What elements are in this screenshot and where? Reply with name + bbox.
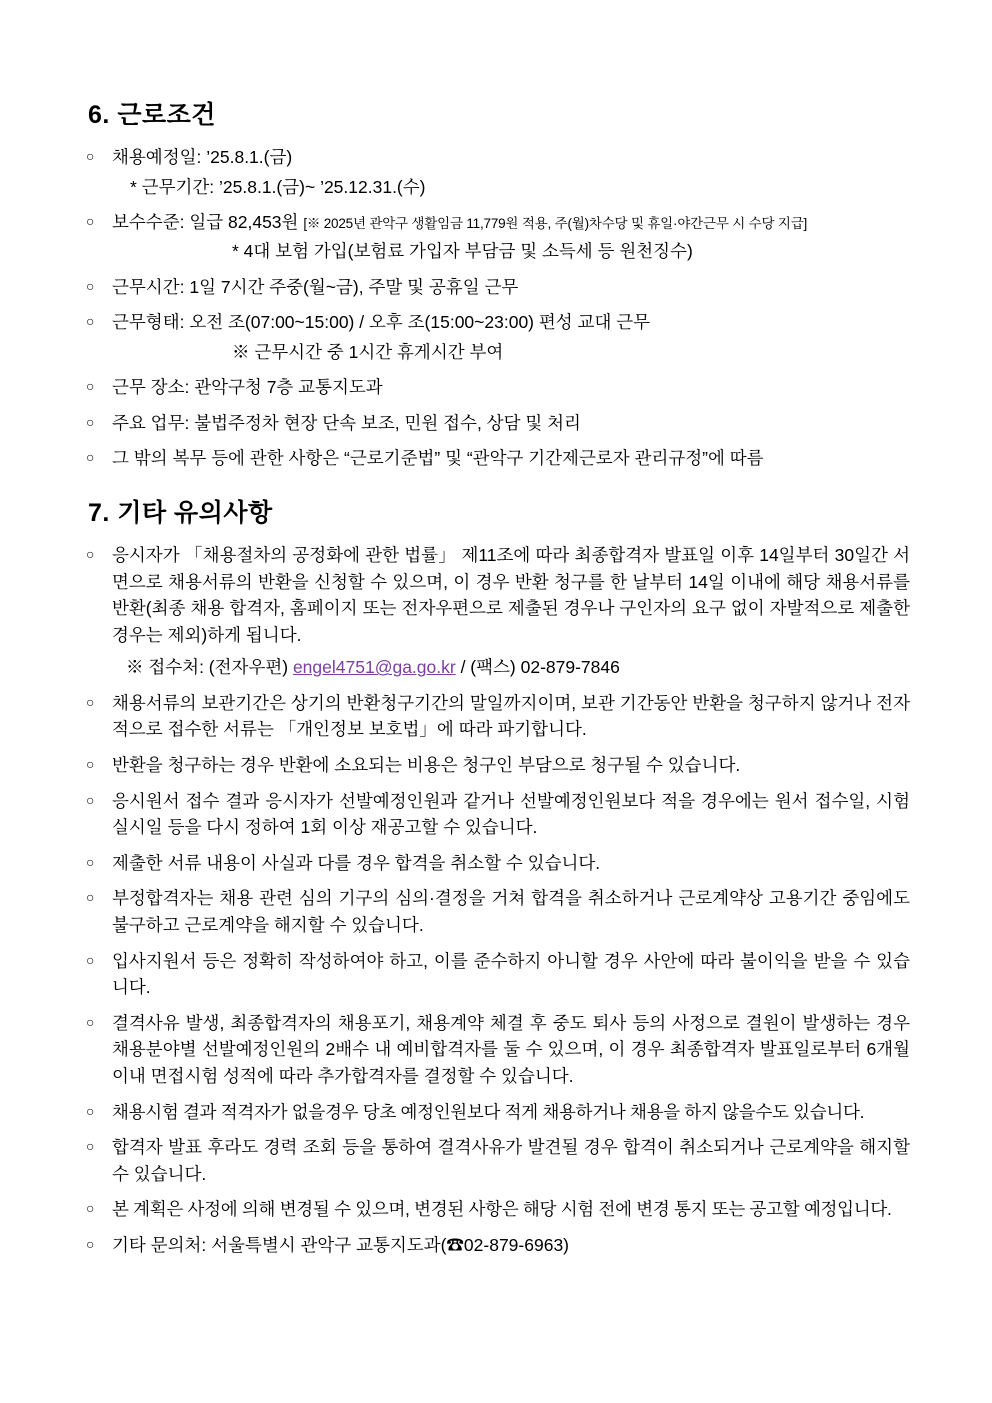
item-text: 응시자가 「채용절차의 공정화에 관한 법률」 제11조에 따라 최종합격자 발표일 이후 14일부터 30일간 서면으로 채용서류의 반환을 신청할 수 있으며, 이 경우 반환 청구를 한 날부터 14일 이내에 해당 채용서류를 반환(최종 채용 합격자, 홈페이지 또는 전자우편으로 제출된 경우나 구인자의 요구 없이 자발적으로 제출한 경우는 제외)하게 됩니다. [112, 544, 910, 645]
item-text: 근무시간: 1일 7시간 주중(월~금), 주말 및 공휴일 근무 [112, 276, 519, 297]
item-note: [※ 2025년 관악구 생활임금 11,779원 적용, 주(월)차수당 및 휴일·야간근무 시 수당 지급] [303, 215, 808, 231]
list-item [82, 274, 912, 301]
item-subtext: ※ 근무시간 중 1시간 휴게시간 부여 [232, 341, 504, 362]
item-text: 근무 장소: 관악구청 7층 교통지도과 [112, 377, 383, 398]
section-6-title: 6. 근로조건 [88, 101, 216, 129]
list-item [82, 948, 912, 1001]
section-6-heading: 근로조건 [117, 101, 216, 129]
list-item [82, 850, 912, 877]
item-text: 주요 업무: 불법주정차 현장 단속 보조, 민원 접수, 상담 및 처리 [112, 412, 581, 433]
list-item [82, 1099, 912, 1126]
contact-prefix: ※ 접수처: (전자우편) [126, 657, 293, 678]
item-text: 본 계획은 사정에 의해 변경될 수 있으며, 변경된 사항은 해당 시험 전에 변경 통지 또는 공고할 예정입니다. [112, 1199, 892, 1220]
email-link[interactable]: engel4751@ga.go.kr [292, 657, 456, 678]
item-text: 근무형태: 오전 조(07:00~15:00) / 오후 조(15:00~23:00) 편성 교대 근무 [112, 312, 651, 333]
item-text: 채용예정일: ’25.8.1.(금) [112, 147, 293, 167]
item-text: 기타 문의처: 서울특별시 관악구 교통지도과(☎02-879-6963) [112, 1234, 570, 1255]
section-7-list [82, 542, 912, 1259]
item-subtext: * 근무기간: ’25.8.1.(금)~ ’25.12.31.(수) [130, 176, 426, 197]
section-7-title: 7. 기타 유의사항 [88, 498, 273, 527]
list-item [82, 445, 912, 472]
item-text: 보수수준: 일급 82,453원 [112, 211, 299, 232]
item-text: 결격사유 발생, 최종합격자의 채용포기, 채용계약 체결 후 중도 퇴사 등의 사정으로 결원이 발생하는 경우 채용분야별 선발예정인원의 2배수 내 예비합격자를 둘 수 있으며, 이 경우 최종합격자 발표일로부터 6개월 이내 면접시험 성적에 따라 추가합격자를 결정할 수 있습니다. [112, 1012, 910, 1086]
list-item [82, 690, 912, 743]
item-text: 채용시험 결과 적격자가 없을경우 당초 예정인원보다 적게 채용하거나 채용을 하지 않을수도 있습니다. [112, 1101, 865, 1122]
section-working-conditions [82, 100, 912, 472]
item-text: 반환을 청구하는 경우 반환에 소요되는 비용은 청구인 부담으로 청구될 수 있습니다. [112, 755, 741, 776]
list-item [82, 1134, 912, 1187]
list-item [82, 788, 912, 841]
section-7-heading: 기타 유의사항 [117, 498, 273, 527]
item-text: 채용서류의 보관기간은 상기의 반환청구기간의 말일까지이며, 보관 기간동안 반환을 청구하지 않거나 전자적으로 접수한 서류는 「개인정보 보호법」에 따라 파기합니다. [112, 692, 910, 740]
list-item [82, 1196, 912, 1223]
list-item [82, 885, 912, 938]
list-item [82, 144, 912, 200]
list-item [82, 374, 912, 401]
section-6-list [82, 144, 912, 472]
list-item [82, 309, 912, 365]
item-subtext: * 4대 보험 가입(보험료 가입자 부담금 및 소득세 등 원천징수) [232, 241, 693, 262]
item-text: 응시원서 접수 결과 응시자가 선발예정인원과 같거나 선발예정인원보다 적을 경우에는 원서 접수일, 시험 실시일 등을 다시 정하여 1회 이상 재공고할 수 있습니다. [112, 790, 910, 838]
item-contact-line [112, 654, 910, 681]
list-item [82, 752, 912, 779]
item-text: 부정합격자는 채용 관련 심의 기구의 심의·결정을 거쳐 합격을 취소하거나 근로계약상 고용기간 중임에도 불구하고 근로계약을 해지할 수 있습니다. [112, 888, 910, 936]
list-item [82, 1232, 912, 1259]
list-item [82, 542, 912, 681]
section-7-number: 7 [88, 498, 103, 527]
item-text: 제출한 서류 내용이 사실과 다를 경우 합격을 취소할 수 있습니다. [112, 852, 601, 873]
item-text: 그 밖의 복무 등에 관한 사항은 “근로기준법” 및 “관악구 기간제근로자 관리규정”에 따름 [112, 448, 764, 469]
list-item [82, 410, 912, 437]
section-6-number: 6 [88, 101, 103, 129]
section-other-notes [82, 498, 912, 1259]
list-item [82, 209, 912, 265]
list-item [82, 1010, 912, 1090]
contact-suffix: / (팩스) 02-879-7846 [455, 657, 620, 678]
item-text: 입사지원서 등은 정확히 작성하여야 하고, 이를 준수하지 아니할 경우 사안에 따라 불이익을 받을 수 있습니다. [112, 950, 910, 998]
item-text: 합격자 발표 후라도 경력 조회 등을 통하여 결격사유가 발견될 경우 합격이 취소되거나 근로계약을 해지할 수 있습니다. [112, 1137, 910, 1184]
